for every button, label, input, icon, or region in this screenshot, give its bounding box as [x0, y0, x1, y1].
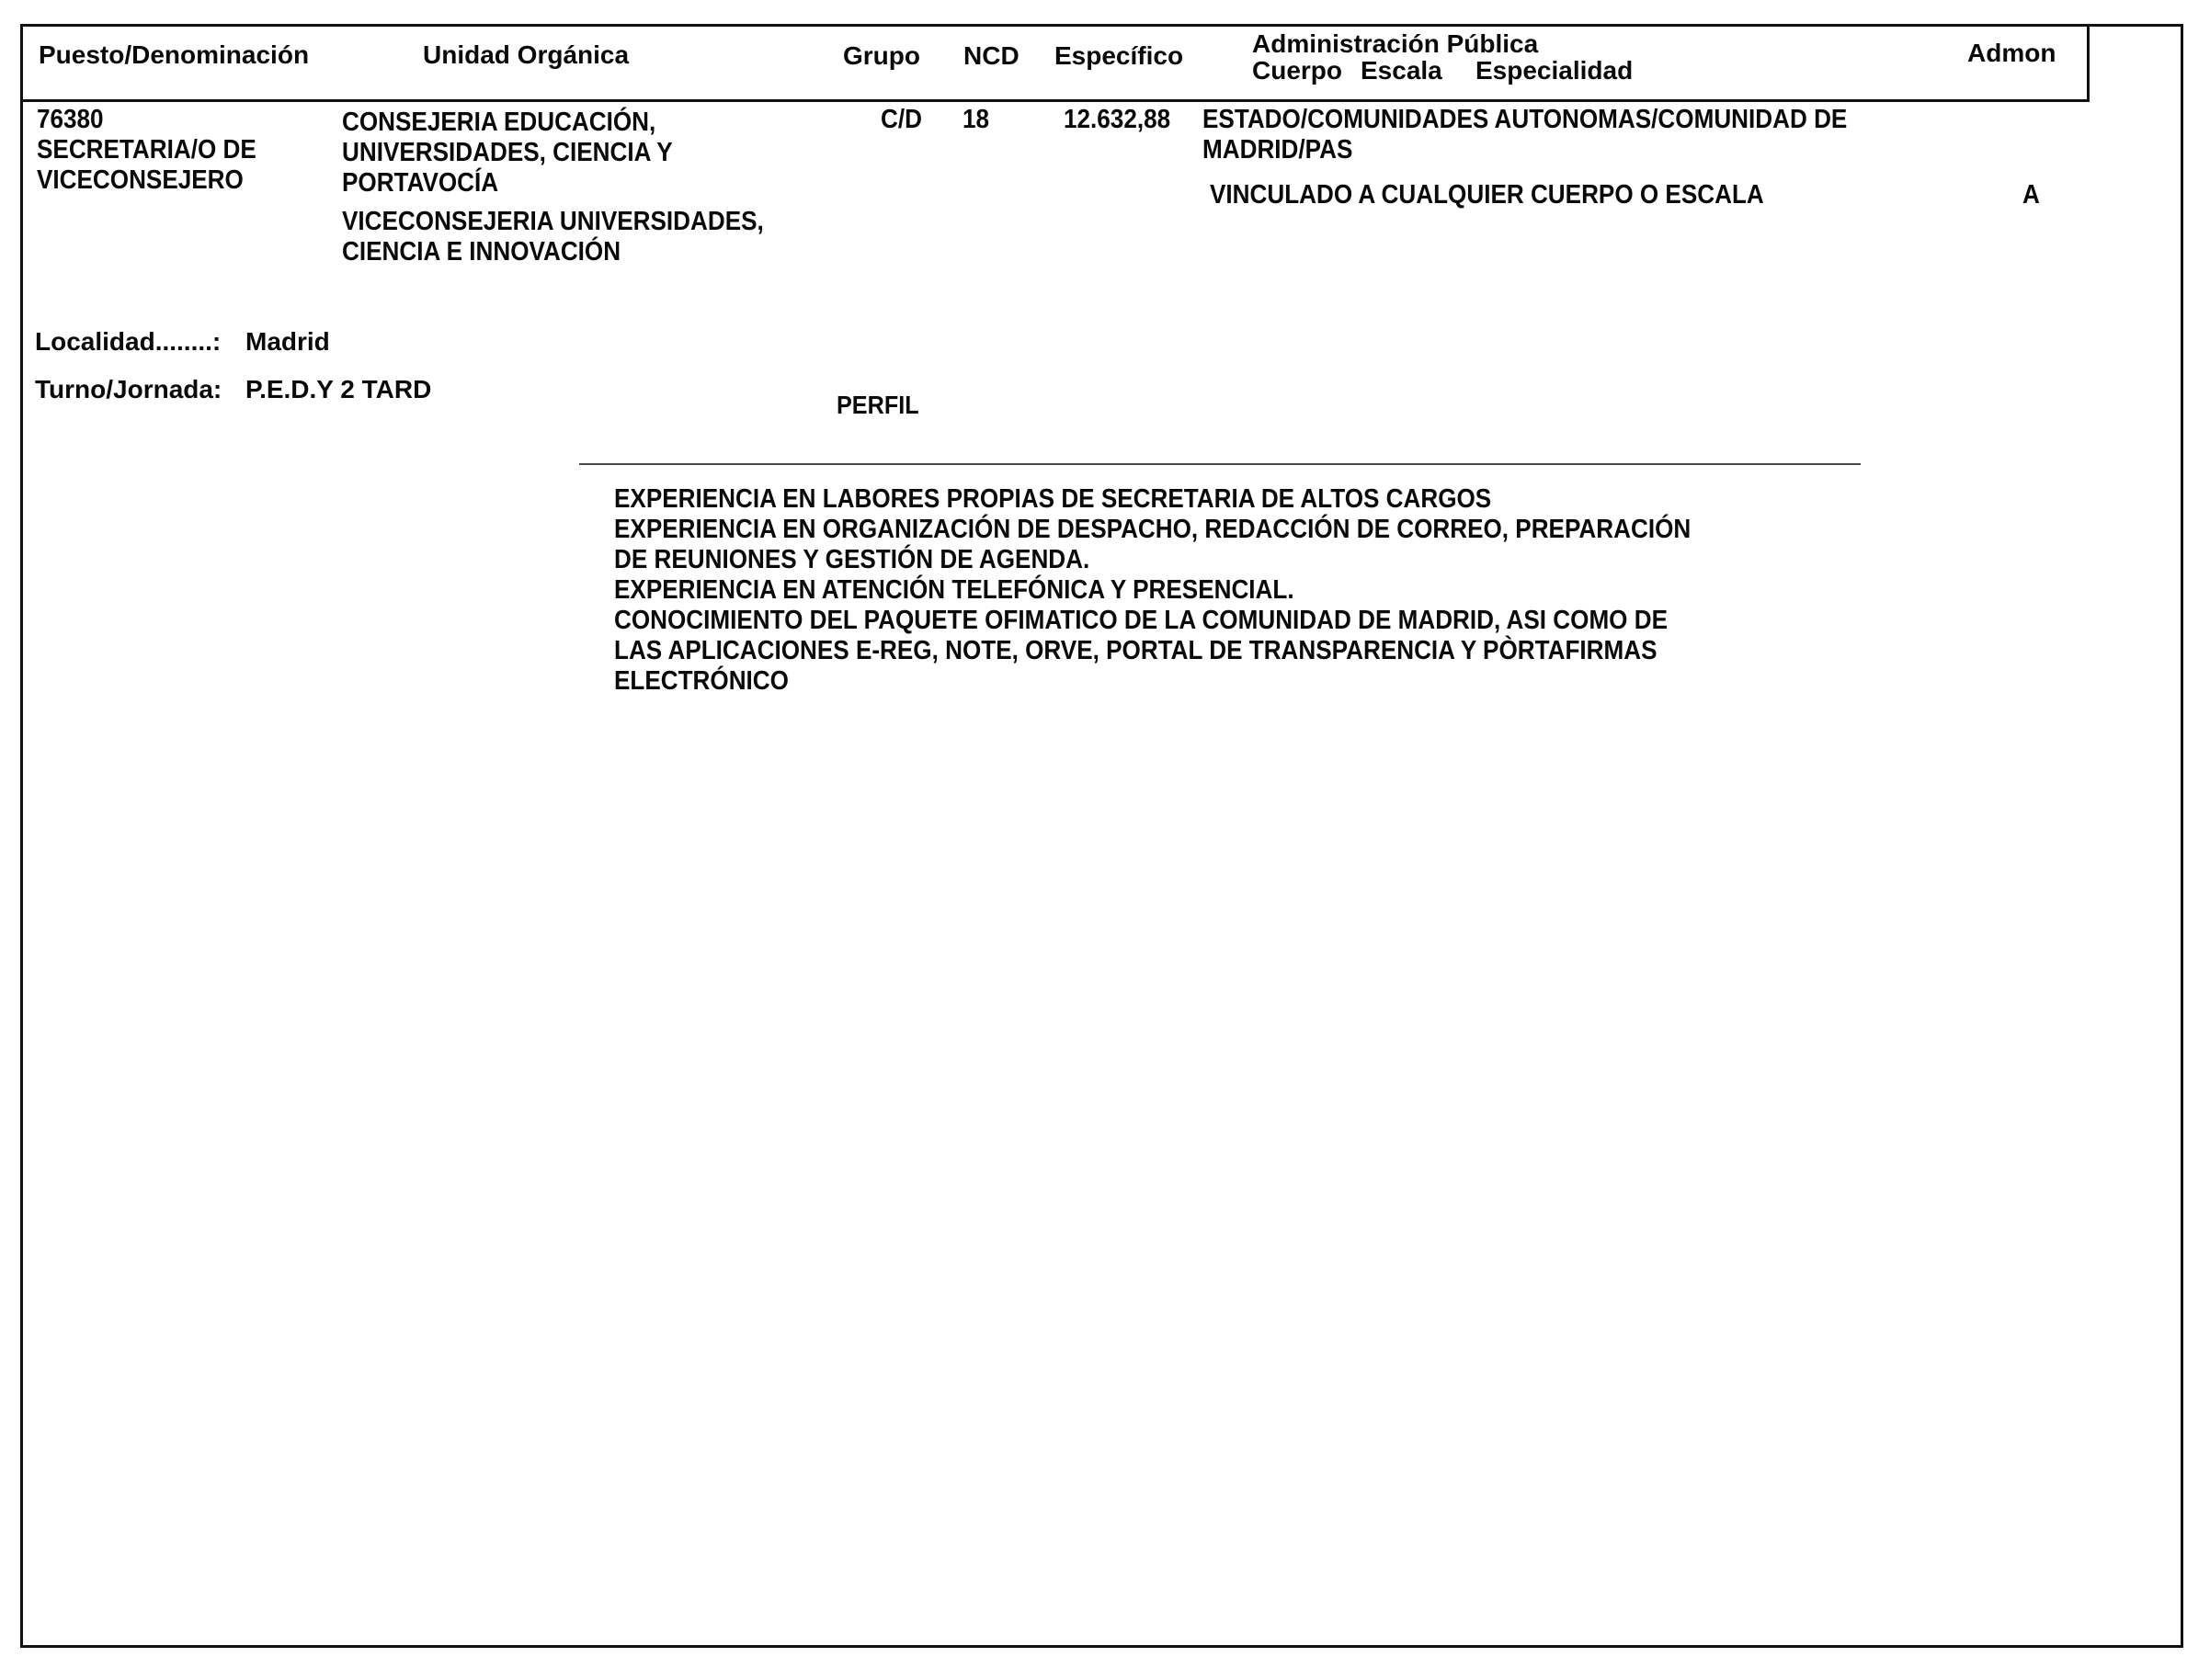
admin-publica-line: ESTADO/COMUNIDADES AUTONOMAS/COMUNIDAD DE	[1202, 105, 1848, 134]
cell-admon: A	[2022, 180, 2040, 210]
unidad-line: VICECONSEJERIA UNIVERSIDADES,	[342, 207, 764, 236]
cell-grupo: C/D	[881, 105, 922, 134]
perfil-divider	[579, 463, 1861, 465]
perfil-line: LAS APLICACIONES E-REG, NOTE, ORVE, PORTAL DE TRANSPARENCIA Y PÒRTAFIRMAS	[614, 636, 1658, 665]
unidad-line: CONSEJERIA EDUCACIÓN,	[342, 108, 656, 137]
perfil-line: EXPERIENCIA EN LABORES PROPIAS DE SECRETARIA DE ALTOS CARGOS	[614, 484, 1492, 514]
unidad-organica-viceconsejeria	[342, 207, 764, 267]
column-header-puesto: Puesto/Denominación	[39, 40, 310, 69]
perfil-line: ELECTRÓNICO	[614, 666, 789, 696]
column-header-grupo: Grupo	[843, 41, 920, 70]
unidad-line: PORTAVOCÍA	[342, 168, 499, 198]
column-header-escala: Escala	[1361, 56, 1442, 85]
column-header-especifico: Específico	[1054, 41, 1184, 70]
localidad-value: Madrid	[245, 327, 330, 356]
unidad-line: UNIVERSIDADES, CIENCIA Y	[342, 138, 673, 167]
perfil-line: CONOCIMIENTO DEL PAQUETE OFIMATICO DE LA COMUNIDAD DE MADRID, ASI COMO DE	[614, 606, 1668, 635]
perfil-line: DE REUNIONES Y GESTIÓN DE AGENDA.	[614, 545, 1090, 574]
perfil-line: EXPERIENCIA EN ATENCIÓN TELEFÓNICA Y PRESENCIAL.	[614, 575, 1294, 605]
cell-unidad-organica	[342, 108, 764, 267]
cell-puesto-denominacion	[37, 105, 256, 196]
turno-jornada-value: P.E.D.Y 2 TARD	[245, 375, 432, 403]
cell-admin-publica	[1202, 105, 1847, 165]
column-header-admon: Admon	[1967, 39, 2056, 67]
cell-ncd: 18	[963, 105, 990, 134]
perfil-title: PERFIL	[837, 391, 919, 419]
column-header-ncd: NCD	[963, 41, 1020, 70]
puesto-denominacion-line: SECRETARIA/O DE	[37, 135, 256, 165]
document-border	[20, 24, 2183, 1648]
unidad-organica-consejeria	[342, 108, 764, 199]
puesto-id: 76380	[37, 105, 104, 134]
cell-vinculado: VINCULADO A CUALQUIER CUERPO O ESCALA	[1210, 180, 1764, 210]
column-header-especialidad: Especialidad	[1475, 56, 1634, 85]
column-header-admin-publica: Administración Pública	[1252, 29, 1539, 58]
puesto-denominacion-line: VICECONSEJERO	[37, 165, 244, 195]
column-header-unidad: Unidad Orgánica	[423, 40, 630, 69]
perfil-text	[614, 484, 1691, 697]
unidad-line: CIENCIA E INNOVACIÓN	[342, 237, 621, 267]
perfil-line: EXPERIENCIA EN ORGANIZACIÓN DE DESPACHO, REDACCIÓN DE CORREO, PREPARACIÓN	[614, 515, 1692, 544]
admin-publica-line: MADRID/PAS	[1202, 135, 1353, 165]
column-header-cuerpo: Cuerpo	[1252, 56, 1342, 85]
localidad-label: Localidad........:	[35, 327, 222, 356]
cell-especifico: 12.632,88	[1064, 105, 1171, 134]
turno-jornada-label: Turno/Jornada:	[35, 375, 222, 403]
